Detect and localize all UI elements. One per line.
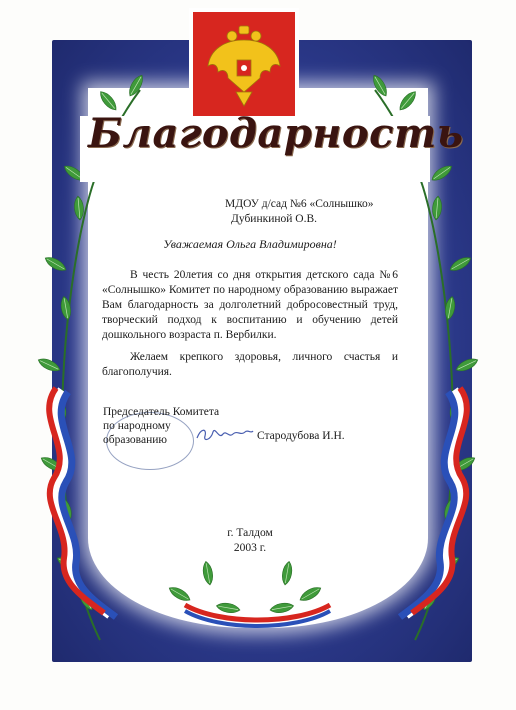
recipient <box>225 197 405 227</box>
document-title: Благодарность <box>88 110 464 157</box>
signature-title-line-1: Председатель Комитета <box>103 406 220 418</box>
place: г. Талдом <box>227 527 273 539</box>
body-paragraph-2: Желаем крепкого здоровья, личного счастья и благополучия. <box>102 351 398 378</box>
place-and-year <box>200 526 300 556</box>
year: 2003 г. <box>233 542 267 554</box>
recipient-organization: МДОУ д/сад №6 «Солнышко» <box>225 198 374 210</box>
recipient-name: Дубинкиной О.В. <box>231 213 318 225</box>
handwritten-signature-icon <box>195 422 255 446</box>
coat-of-arms-emblem <box>189 8 299 122</box>
greeting: Уважаемая Ольга Владимировна! <box>163 237 337 251</box>
signature-title-line-3: образованию <box>103 434 167 446</box>
russian-coat-of-arms-icon <box>204 22 284 108</box>
signature-title-line-2: по народному <box>103 420 171 432</box>
signer-name: Стародубова И.Н. <box>257 430 345 442</box>
body-paragraph-1: В честь 20летия со дня открытия детского сада №6 «Солнышко» Комитет по народному образованию выражает Вам благодарность за долголетний добросовестный труд, творческий подход к воспитанию и обучению детей дошкольного возраста п. Вербилки. <box>102 269 398 341</box>
